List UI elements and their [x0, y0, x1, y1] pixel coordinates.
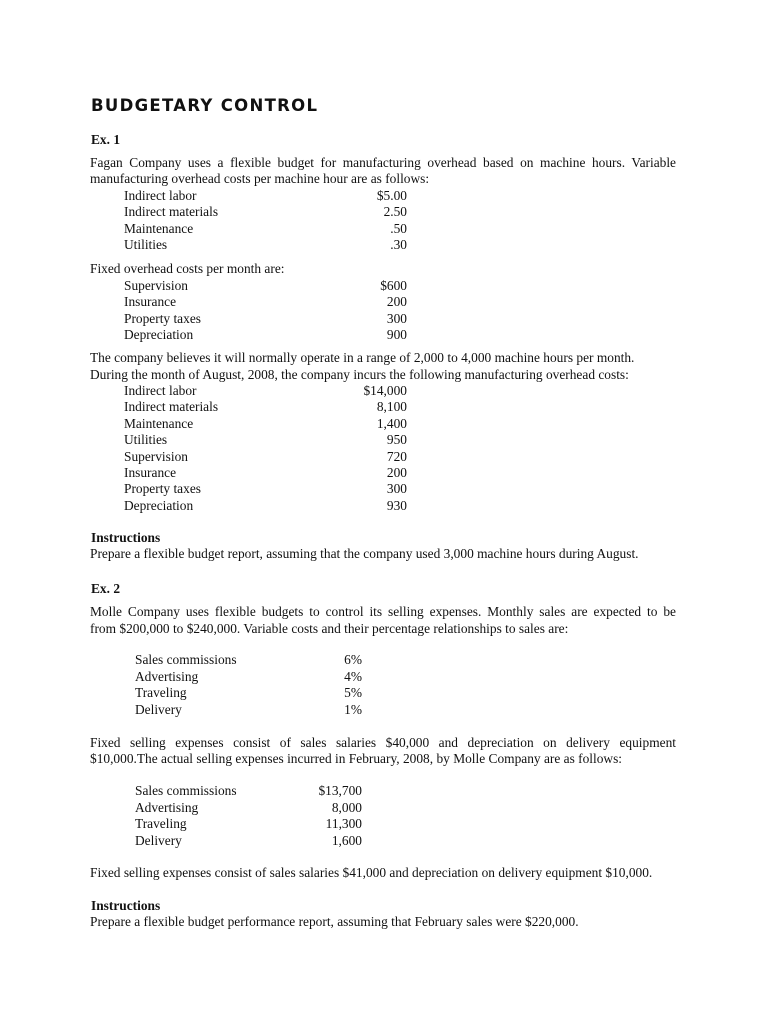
- table-row: [124, 481, 407, 497]
- ex1-instructions-heading: Instructions: [91, 530, 161, 545]
- expense-amount: 11,300: [325, 816, 362, 832]
- expense-amount: 8,000: [331, 799, 362, 815]
- expense-label: Delivery: [135, 832, 182, 848]
- table-row: [135, 783, 362, 799]
- ex2-fixed-line2: $10,000.The actual selling expenses incurred in February, 2008, by Molle Company are as follows:: [90, 751, 623, 766]
- table-row: [124, 221, 407, 237]
- cost-amount: $600: [380, 278, 407, 293]
- expense-label: Advertising: [135, 668, 199, 684]
- ex2-instructions-text: Prepare a flexible budget performance report, assuming that February sales were $220,000.: [90, 914, 579, 929]
- expense-label: Sales commissions: [135, 652, 237, 667]
- cost-label: Insurance: [124, 465, 177, 480]
- ex2-instructions-heading: Instructions: [91, 898, 161, 913]
- cost-label: Supervision: [124, 278, 188, 293]
- table-row: [124, 237, 407, 253]
- table-row: [124, 278, 407, 294]
- ex1-range-line1: The company believes it will normally operate in a range of 2,000 to 4,000 machine hours per month.: [90, 350, 635, 365]
- expense-amount: 1%: [344, 701, 362, 717]
- cost-label: Indirect materials: [124, 204, 219, 220]
- cost-label: Depreciation: [124, 497, 194, 513]
- expense-amount: 1,600: [331, 832, 362, 848]
- ex2-fixed-line1: Fixed selling expenses consist of sales salaries $40,000 and depreciation on delivery equipment: [90, 735, 676, 750]
- table-row: [124, 465, 407, 481]
- cost-amount: 300: [386, 481, 407, 497]
- cost-amount: .30: [390, 237, 407, 253]
- cost-label: Depreciation: [124, 327, 194, 343]
- cost-amount: 900: [386, 327, 407, 343]
- table-row: [135, 652, 362, 668]
- expense-label: Traveling: [135, 685, 187, 701]
- cost-amount: 300: [386, 310, 407, 326]
- ex2-intro-line2: from $200,000 to $240,000. Variable costs and their percentage relationships to sales are:: [90, 621, 569, 636]
- table-row: [124, 399, 407, 415]
- table-row: [124, 498, 407, 514]
- cost-label: Indirect materials: [124, 399, 219, 415]
- cost-label: Property taxes: [124, 310, 201, 326]
- expense-label: Delivery: [135, 701, 182, 717]
- ex1-instructions-text: Prepare a flexible budget report, assuming that the company used 3,000 machine hours during August.: [90, 546, 639, 561]
- cost-label: Indirect labor: [124, 383, 197, 398]
- table-row: [135, 685, 362, 701]
- cost-amount: 950: [386, 432, 407, 448]
- cost-label: Property taxes: [124, 481, 201, 497]
- ex1-fixed-intro: Fixed overhead costs per month are:: [90, 261, 285, 276]
- table-row: [124, 204, 407, 220]
- expense-amount: $13,700: [318, 783, 362, 798]
- cost-amount: 8,100: [376, 399, 407, 415]
- cost-amount: 2.50: [383, 204, 407, 220]
- cost-label: Utilities: [124, 237, 168, 253]
- table-row: [124, 294, 407, 310]
- cost-label: Insurance: [124, 294, 177, 310]
- expense-label: Advertising: [135, 799, 199, 815]
- expense-amount: 6%: [344, 652, 362, 667]
- document-title: BUDGETARY CONTROL: [91, 96, 319, 115]
- cost-label: Indirect labor: [124, 188, 197, 203]
- table-row: [124, 327, 407, 343]
- cost-amount: $14,000: [363, 383, 407, 398]
- cost-amount: 200: [386, 294, 407, 310]
- cost-label: Maintenance: [124, 415, 194, 431]
- cost-amount: 1,400: [376, 415, 407, 431]
- cost-amount: 200: [386, 465, 407, 480]
- ex2-fixed-actual: Fixed selling expenses consist of sales salaries $41,000 and depreciation on delivery equipment $10,000.: [90, 865, 653, 880]
- ex1-intro-line1: Fagan Company uses a flexible budget for manufacturing overhead based on machine hours. Variable: [90, 155, 676, 170]
- ex2-heading: Ex. 2: [91, 581, 121, 596]
- table-row: [135, 669, 362, 685]
- table-row: [124, 383, 407, 399]
- table-row: [135, 800, 362, 816]
- cost-label: Utilities: [124, 432, 168, 448]
- table-row: [135, 833, 362, 849]
- table-row: [124, 188, 407, 204]
- table-row: [124, 449, 407, 465]
- table-row: [124, 432, 407, 448]
- expense-label: Sales commissions: [135, 783, 237, 798]
- cost-label: Maintenance: [124, 220, 194, 236]
- table-row: [124, 416, 407, 432]
- cost-amount: 720: [386, 448, 407, 464]
- cost-amount: $5.00: [376, 188, 407, 203]
- table-row: [124, 311, 407, 327]
- cost-label: Supervision: [124, 448, 188, 464]
- ex1-intro-line2: manufacturing overhead costs per machine hour are as follows:: [90, 171, 430, 186]
- cost-amount: .50: [390, 220, 407, 236]
- ex1-heading: Ex. 1: [91, 132, 121, 147]
- cost-amount: 930: [386, 497, 407, 513]
- ex2-intro-line1: Molle Company uses flexible budgets to control its selling expenses. Monthly sales are expected to be: [90, 604, 676, 619]
- expense-label: Traveling: [135, 816, 187, 832]
- table-row: [135, 702, 362, 718]
- expense-amount: 4%: [344, 668, 362, 684]
- table-row: [135, 816, 362, 832]
- ex1-range-line2: During the month of August, 2008, the company incurs the following manufacturing overhead costs:: [90, 367, 629, 382]
- expense-amount: 5%: [344, 685, 362, 701]
